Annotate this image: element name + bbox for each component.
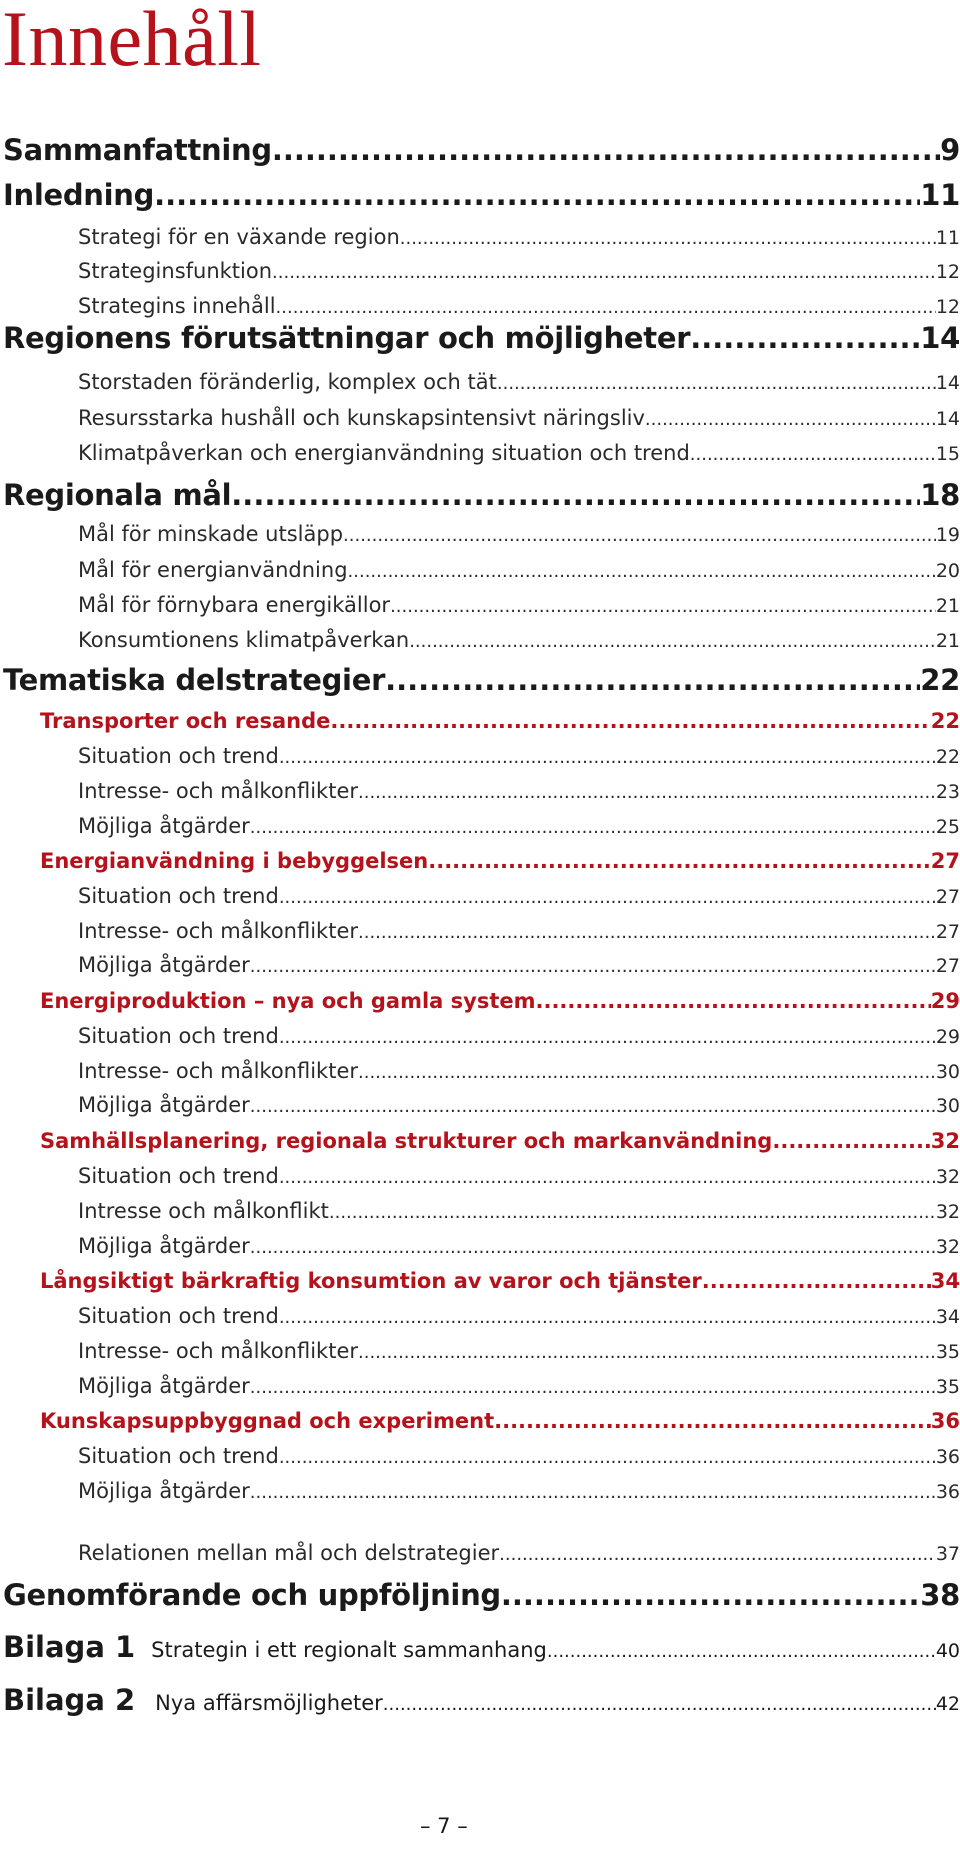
dot-leader: [154, 178, 920, 212]
toc-entry-intresse-och-malkonflikter[interactable]: [78, 919, 960, 943]
dot-leader: [772, 1129, 930, 1153]
toc-entry-label: Tematiska delstrategier: [3, 663, 386, 697]
toc-entry-page: 32: [935, 1236, 960, 1258]
toc-entry-label: Intresse- och målkonflikter: [78, 1339, 359, 1363]
appendix-title: Nya affärsmöjligheter: [155, 1691, 383, 1715]
appendix-page: 40: [935, 1640, 960, 1662]
toc-entry-page: 23: [935, 781, 960, 803]
dot-leader: [250, 1377, 936, 1398]
toc-entry-page: 15: [935, 443, 960, 465]
toc-entry-page: 30: [935, 1095, 960, 1117]
toc-entry-mojliga-atgarder[interactable]: [78, 953, 960, 977]
toc-entry-label: Strateginsfunktion: [78, 259, 273, 283]
dot-leader: [383, 1694, 936, 1715]
toc-entry-page: 9: [940, 133, 960, 167]
toc-entry-storstaden-foranderlig-komplex-och-tat[interactable]: [78, 370, 960, 394]
dot-leader: [702, 1269, 931, 1293]
toc-entry-label: Strategins innehåll: [78, 294, 276, 318]
dot-leader: [690, 444, 936, 465]
toc-entry-strategi-for-en-vaxande-region[interactable]: [78, 225, 960, 249]
toc-entry-label: Energianvändning i bebyggelsen: [40, 849, 429, 873]
dot-leader: [279, 747, 936, 768]
dot-leader: [536, 989, 931, 1013]
toc-entry-page: 12: [935, 261, 960, 283]
toc-entry-situation-och-trend[interactable]: [78, 1304, 960, 1328]
toc-entry-strategins-innehall[interactable]: [78, 294, 960, 318]
appendix-page: 42: [935, 1693, 960, 1715]
dot-leader: [358, 1342, 936, 1363]
toc-entry-sammanfattning[interactable]: [3, 133, 960, 167]
toc-entry-label: Genomförande och uppföljning: [3, 1578, 501, 1612]
toc-entry-label: Möjliga åtgärder: [78, 1374, 250, 1398]
dot-leader: [494, 1409, 931, 1433]
toc-entry-page: 32: [935, 1166, 960, 1188]
toc-entry-label: Mål för minskade utsläpp: [78, 522, 344, 546]
toc-entry-label: Situation och trend: [78, 1164, 279, 1188]
dot-leader: [547, 1641, 936, 1662]
toc-entry-page: 27: [935, 886, 960, 908]
toc-entry-page: 20: [935, 560, 960, 582]
toc-entry-mal-for-energianvandning[interactable]: [78, 558, 960, 582]
toc-entry-page: 36: [935, 1481, 960, 1503]
toc-entry-page: 29: [930, 989, 960, 1013]
toc-entry-label: Situation och trend: [78, 744, 279, 768]
toc-entry-page: 32: [935, 1201, 960, 1223]
toc-entry-label: Samhällsplanering, regionala strukturer och markanvändning: [40, 1129, 773, 1153]
toc-entry-situation-och-trend[interactable]: [78, 1444, 960, 1468]
toc-entry-page: 25: [935, 816, 960, 838]
toc-entry-label: Intresse- och målkonflikter: [78, 1059, 359, 1083]
toc-entry-page: 27: [935, 955, 960, 977]
toc-entry-inledning[interactable]: [3, 178, 960, 212]
toc-entry-label: Situation och trend: [78, 1444, 279, 1468]
toc-entry-label: Långsiktigt bärkraftig konsumtion av varor och tjänster: [40, 1269, 702, 1293]
dot-leader: [428, 849, 931, 873]
appendix-entry-1[interactable]: [3, 1630, 960, 1664]
dot-leader: [279, 1167, 936, 1188]
toc-entry-situation-och-trend[interactable]: [78, 884, 960, 908]
toc-entry-page: 27: [935, 921, 960, 943]
toc-entry-label: Intresse och målkonflikt: [78, 1199, 329, 1223]
toc-entry-page: 18: [920, 478, 960, 512]
toc-entry-regionens-forutsattningar-och-mojligheter[interactable]: [3, 321, 960, 355]
toc-entry-label: Sammanfattning: [3, 133, 272, 167]
toc-entry-konsumtionens-klimatpaverkan[interactable]: [78, 628, 960, 652]
dot-leader: [497, 373, 936, 394]
dot-leader: [279, 1447, 936, 1468]
toc-entry-situation-och-trend[interactable]: [78, 744, 960, 768]
dot-leader: [330, 709, 930, 733]
dot-leader: [385, 663, 920, 697]
page-number: – 7 –: [420, 1814, 468, 1838]
dot-leader: [279, 1307, 936, 1328]
appendix-label: Bilaga 2: [3, 1683, 136, 1717]
appendix-label: Bilaga 1: [3, 1630, 136, 1664]
dot-leader: [358, 922, 936, 943]
toc-entry-page: 35: [935, 1341, 960, 1363]
toc-entry-label: Mål för energianvändning: [78, 558, 348, 582]
toc-entry-page: 38: [920, 1578, 960, 1612]
toc-entry-intresse-och-malkonflikter[interactable]: [78, 1339, 960, 1363]
toc-entry-label: Möjliga åtgärder: [78, 1234, 250, 1258]
toc-entry-page: 14: [935, 408, 960, 430]
page-title: Innehåll: [2, 0, 262, 82]
toc-entry-label: Möjliga åtgärder: [78, 1479, 250, 1503]
toc-entry-relationen-mellan-mal-och-delstrategier[interactable]: [78, 1541, 960, 1565]
toc-entry-resursstarka-hushall-och-kunskapsintensivt-naringsliv[interactable]: [78, 406, 960, 430]
dot-leader: [358, 1062, 936, 1083]
dot-leader: [250, 956, 936, 977]
dot-leader: [690, 321, 920, 355]
toc-entry-label: Möjliga åtgärder: [78, 953, 250, 977]
toc-entry-page: 30: [935, 1061, 960, 1083]
dot-leader: [250, 817, 936, 838]
toc-entry-situation-och-trend[interactable]: [78, 1164, 960, 1188]
toc-entry-samhallsplanering-regionala-strukturer-och-markanvandning[interactable]: [40, 1129, 960, 1153]
toc-entry-label: Situation och trend: [78, 1304, 279, 1328]
toc-entry-mal-for-minskade-utslapp[interactable]: [78, 522, 960, 546]
dot-leader: [390, 596, 936, 617]
toc-entry-label: Möjliga åtgärder: [78, 1093, 250, 1117]
toc-entry-page: 14: [935, 372, 960, 394]
toc-entry-mojliga-atgarder[interactable]: [78, 1234, 960, 1258]
toc-entry-page: 34: [930, 1269, 960, 1293]
toc-entry-label: Resursstarka hushåll och kunskapsintensivt näringsliv: [78, 406, 645, 430]
dot-leader: [645, 409, 936, 430]
dot-leader: [231, 478, 920, 512]
dot-leader: [276, 297, 936, 318]
dot-leader: [501, 1578, 920, 1612]
toc-entry-energianvandning-i-bebyggelsen[interactable]: [40, 849, 960, 873]
toc-entry-label: Regionens förutsättningar och möjligheter: [3, 321, 691, 355]
toc-entry-page: 35: [935, 1376, 960, 1398]
toc-entry-page: 19: [935, 524, 960, 546]
dot-leader: [272, 262, 936, 283]
toc-entry-tematiska-delstrategier[interactable]: [3, 663, 960, 697]
dot-leader: [250, 1096, 936, 1117]
toc-entry-transporter-och-resande[interactable]: [40, 709, 960, 733]
toc-entry-page: 36: [935, 1446, 960, 1468]
toc-entry-label: Konsumtionens klimatpåverkan: [78, 628, 410, 652]
dot-leader: [250, 1237, 936, 1258]
toc-entry-label: Möjliga åtgärder: [78, 814, 250, 838]
toc-entry-label: Transporter och resande: [40, 709, 331, 733]
toc-entry-intresse-och-malkonflikt[interactable]: [78, 1199, 960, 1223]
toc-entry-page: 27: [930, 849, 960, 873]
toc-entry-label: Regionala mål: [3, 478, 232, 512]
toc-entry-langsiktigt-barkraftig-konsumtion-av-varor-och-tjanster[interactable]: [40, 1269, 960, 1293]
dot-leader: [279, 887, 936, 908]
toc-entry-strateginsfunktion[interactable]: [78, 259, 960, 283]
toc-entry-intresse-och-malkonflikter[interactable]: [78, 779, 960, 803]
dot-leader: [272, 133, 940, 167]
toc-entry-page: 22: [920, 663, 960, 697]
toc-entry-kunskapsuppbyggnad-och-experiment[interactable]: [40, 1409, 960, 1433]
toc-entry-page: 29: [935, 1026, 960, 1048]
toc-entry-label: Kunskapsuppbyggnad och experiment: [40, 1409, 495, 1433]
dot-leader: [343, 525, 936, 546]
toc-entry-label: Inledning: [3, 178, 155, 212]
toc-entry-page: 21: [935, 630, 960, 652]
toc-entry-label: Strategi för en växande region: [78, 225, 400, 249]
dot-leader: [409, 631, 936, 652]
dot-leader: [400, 228, 936, 249]
toc-entry-label: Relationen mellan mål och delstrategier: [78, 1541, 500, 1565]
toc-entry-intresse-och-malkonflikter[interactable]: [78, 1059, 960, 1083]
toc-entry-mal-for-fornybara-energikallor[interactable]: [78, 593, 960, 617]
dot-leader: [348, 561, 936, 582]
toc-entry-page: 37: [935, 1543, 960, 1565]
toc-entry-label: Storstaden föränderlig, komplex och tät: [78, 370, 497, 394]
toc-entry-label: Intresse- och målkonflikter: [78, 779, 359, 803]
toc-entry-klimatpaverkan-och-energianvandning-situation-och-trend[interactable]: [78, 441, 960, 465]
toc-entry-regionala-mal[interactable]: [3, 478, 960, 512]
toc-entry-page: 32: [930, 1129, 960, 1153]
dot-leader: [250, 1482, 936, 1503]
toc-entry-label: Klimatpåverkan och energianvändning situation och trend: [78, 441, 690, 465]
appendix-entry-2[interactable]: [3, 1683, 960, 1717]
dot-leader: [279, 1027, 936, 1048]
toc-entry-page: 12: [935, 296, 960, 318]
toc-entry-label: Intresse- och målkonflikter: [78, 919, 359, 943]
toc-entry-genomforande-och-uppfoljning[interactable]: [3, 1578, 960, 1612]
toc-entry-page: 14: [920, 321, 960, 355]
toc-entry-page: 34: [935, 1306, 960, 1328]
toc-entry-mojliga-atgarder[interactable]: [78, 1374, 960, 1398]
toc-entry-page: 21: [935, 595, 960, 617]
toc-entry-mojliga-atgarder[interactable]: [78, 1093, 960, 1117]
toc-entry-energiproduktion-nya-och-gamla-system[interactable]: [40, 989, 960, 1013]
toc-entry-mojliga-atgarder[interactable]: [78, 1479, 960, 1503]
toc-entry-label: Energiproduktion – nya och gamla system: [40, 989, 536, 1013]
toc-entry-mojliga-atgarder[interactable]: [78, 814, 960, 838]
toc-entry-label: Situation och trend: [78, 1024, 279, 1048]
toc-entry-page: 11: [935, 227, 960, 249]
appendix-title: Strategin i ett regionalt sammanhang: [151, 1638, 547, 1662]
toc-entry-page: 22: [935, 746, 960, 768]
dot-leader: [329, 1202, 936, 1223]
toc-entry-label: Mål för förnybara energikällor: [78, 593, 391, 617]
toc-entry-page: 11: [920, 178, 960, 212]
toc-entry-label: Situation och trend: [78, 884, 279, 908]
toc-entry-situation-och-trend[interactable]: [78, 1024, 960, 1048]
dot-leader: [358, 782, 936, 803]
toc-entry-page: 36: [930, 1409, 960, 1433]
dot-leader: [499, 1544, 936, 1565]
toc-entry-page: 22: [930, 709, 960, 733]
